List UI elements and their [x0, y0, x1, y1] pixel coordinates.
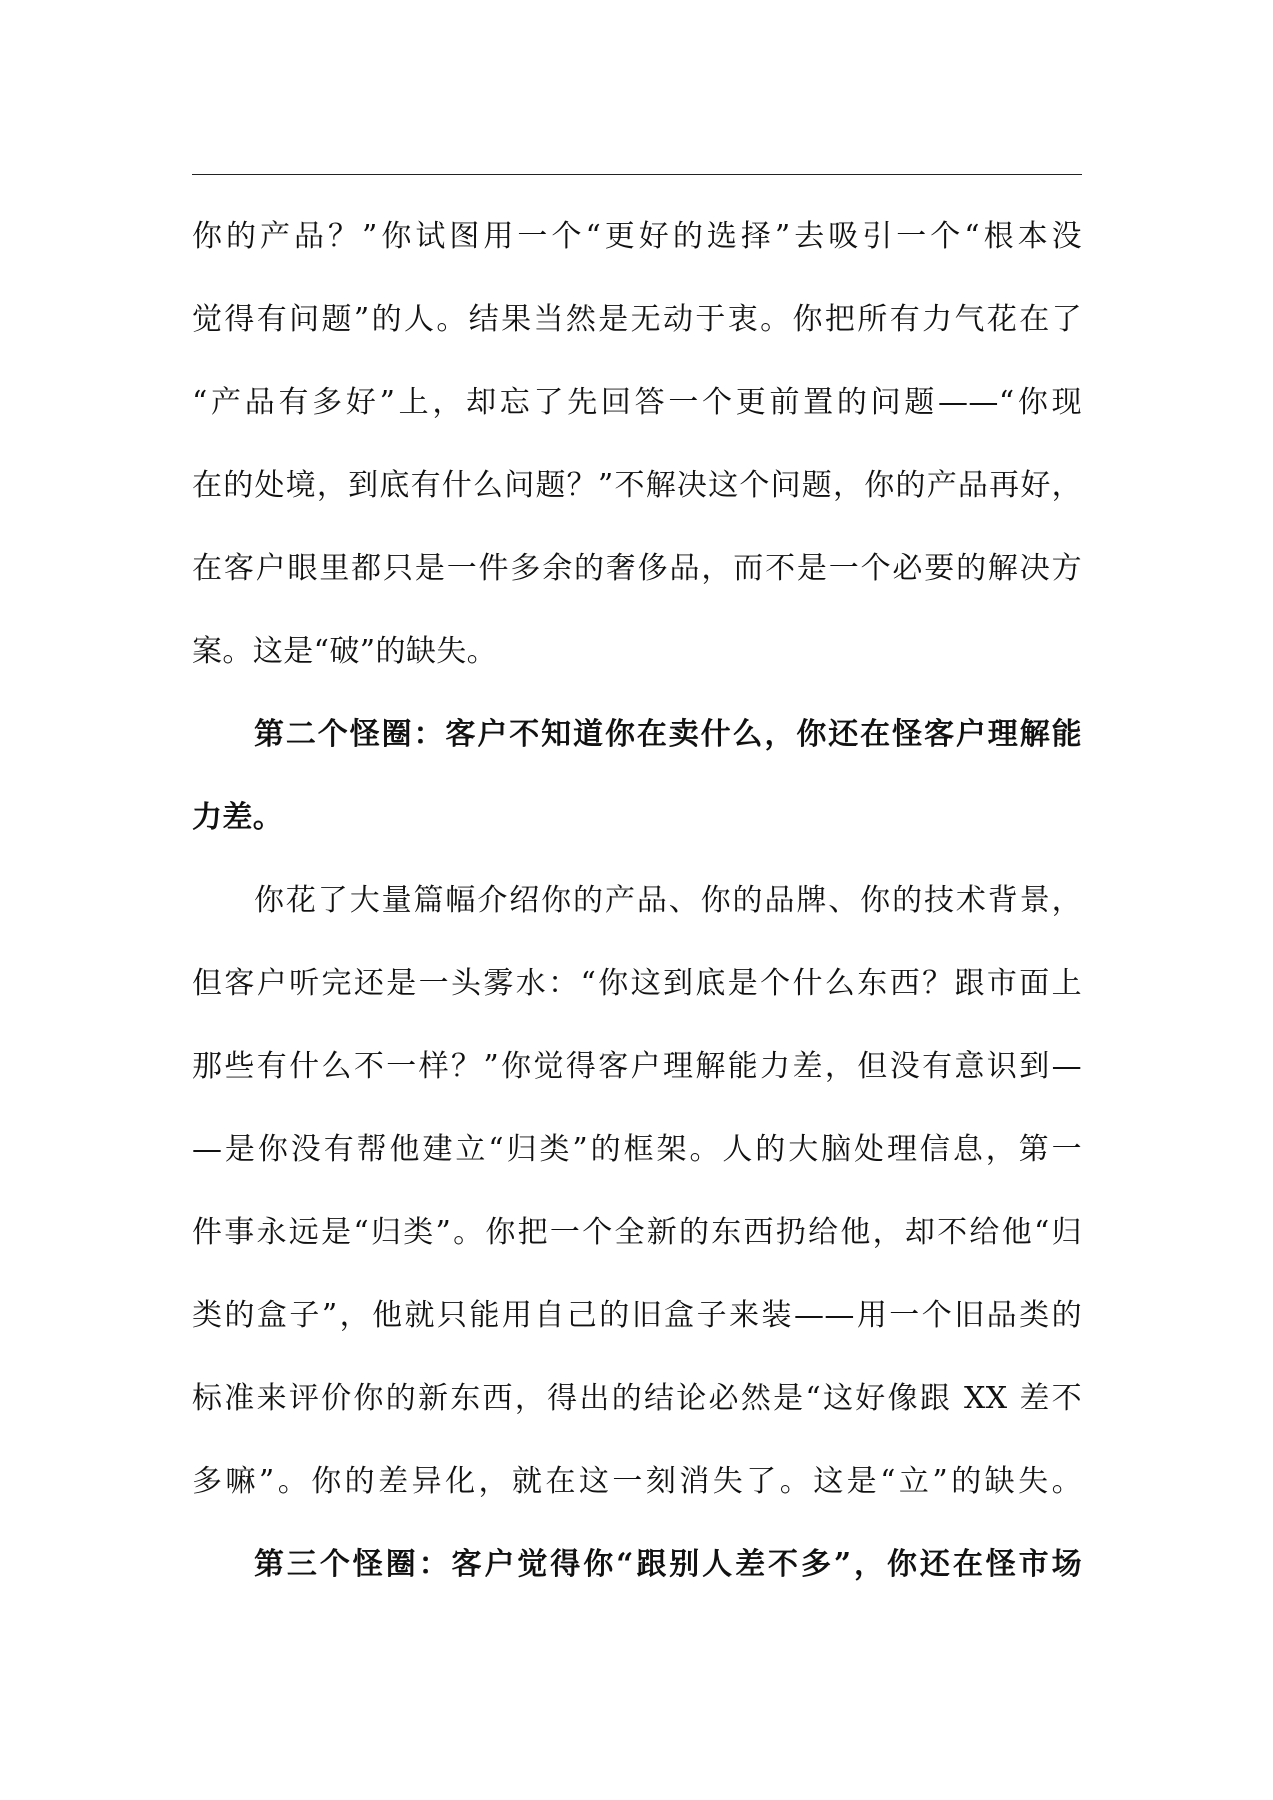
- paragraph-line: 那些有什么不一样？”你觉得客户理解能力差，但没有意识到—: [192, 1049, 1082, 1084]
- paragraph-line: 标准来评价你的新东西，得出的结论必然是“这好像跟 XX 差不: [192, 1381, 1082, 1416]
- body-text: [192, 195, 1082, 1606]
- paragraph-line: 在的处境，到底有什么问题？”不解决这个问题，你的产品再好，: [192, 468, 1082, 503]
- header-rule: [192, 174, 1082, 175]
- paragraph-line: 件事永远是“归类”。你把一个全新的东西扔给他，却不给他“归: [192, 1215, 1082, 1250]
- paragraph-line: 多嘛”。你的差异化，就在这一刻消失了。这是“立”的缺失。: [192, 1464, 1082, 1499]
- paragraph-line: —是你没有帮他建立“归类”的框架。人的大脑处理信息，第一: [192, 1132, 1082, 1167]
- paragraph-line: 案。这是“破”的缺失。: [192, 634, 498, 669]
- paragraph-line: “产品有多好”上，却忘了先回答一个更前置的问题——“你现: [192, 385, 1082, 420]
- paragraph-line: 在客户眼里都只是一件多余的奢侈品，而不是一个必要的解决方: [192, 551, 1082, 586]
- paragraph-line: 你花了大量篇幅介绍你的产品、你的品牌、你的技术背景，: [254, 883, 1082, 918]
- paragraph-line: 但客户听完还是一头雾水：“你这到底是个什么东西？跟市面上: [192, 966, 1082, 1001]
- section-heading-line: 力差。: [192, 800, 284, 835]
- paragraph-line: 类的盒子”，他就只能用自己的旧盒子来装——用一个旧品类的: [192, 1298, 1082, 1333]
- section-heading-line: 第二个怪圈：客户不知道你在卖什么，你还在怪客户理解能: [254, 717, 1082, 752]
- paragraph-line: 觉得有问题”的人。结果当然是无动于衷。你把所有力气花在了: [192, 302, 1082, 337]
- paragraph-line: 你的产品？”你试图用一个“更好的选择”去吸引一个“根本没: [192, 219, 1082, 254]
- section-heading-line: 第三个怪圈：客户觉得你“跟别人差不多”，你还在怪市场: [254, 1547, 1082, 1582]
